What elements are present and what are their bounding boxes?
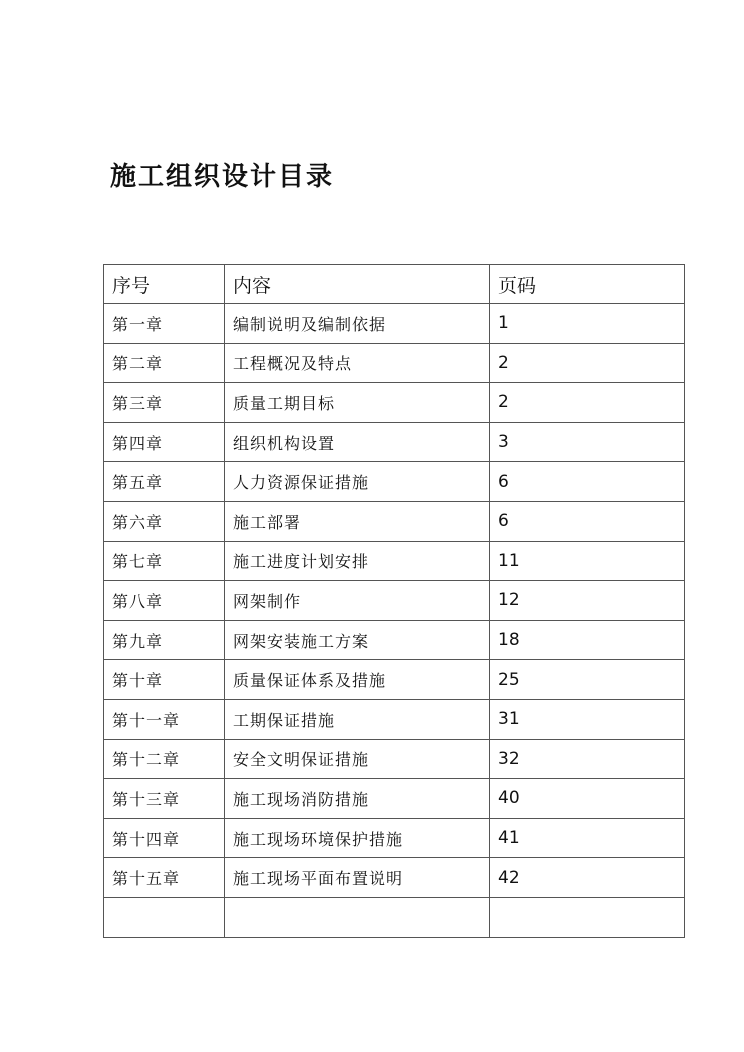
- table-row: [104, 779, 685, 819]
- chapter-cell: 第十一章: [104, 699, 225, 739]
- content-cell: 组织机构设置: [225, 422, 490, 462]
- page-cell: 31: [490, 699, 685, 739]
- content-cell: 网架安装施工方案: [225, 620, 490, 660]
- page-cell: 2: [490, 343, 685, 383]
- content-cell: 人力资源保证措施: [225, 462, 490, 502]
- chapter-cell: 第二章: [104, 343, 225, 383]
- content-cell: 施工现场环境保护措施: [225, 818, 490, 858]
- table-row: [104, 383, 685, 423]
- chapter-cell: 第八章: [104, 581, 225, 621]
- page-cell: 3: [490, 422, 685, 462]
- page-cell: 12: [490, 581, 685, 621]
- page-cell: 41: [490, 818, 685, 858]
- content-cell: 施工现场消防措施: [225, 779, 490, 819]
- table-row: [104, 739, 685, 779]
- header-page: 页码: [490, 265, 685, 304]
- table-row: [104, 818, 685, 858]
- chapter-cell: 第七章: [104, 541, 225, 581]
- chapter-cell: 第十四章: [104, 818, 225, 858]
- content-cell: 质量保证体系及措施: [225, 660, 490, 700]
- table-row-empty: [104, 897, 685, 937]
- page-cell: 42: [490, 858, 685, 898]
- table-row: [104, 304, 685, 344]
- chapter-cell: 第六章: [104, 501, 225, 541]
- content-cell: [225, 897, 490, 937]
- page-cell: 40: [490, 779, 685, 819]
- chapter-cell: 第三章: [104, 383, 225, 423]
- page-cell: 6: [490, 462, 685, 502]
- content-cell: 安全文明保证措施: [225, 739, 490, 779]
- page-cell: 2: [490, 383, 685, 423]
- content-cell: 施工部署: [225, 501, 490, 541]
- page-cell: [490, 897, 685, 937]
- page-cell: 32: [490, 739, 685, 779]
- chapter-cell: [104, 897, 225, 937]
- table-row: [104, 462, 685, 502]
- toc-table: [103, 264, 685, 938]
- table-row: [104, 858, 685, 898]
- content-cell: 施工进度计划安排: [225, 541, 490, 581]
- chapter-cell: 第十二章: [104, 739, 225, 779]
- table-row: [104, 581, 685, 621]
- table-row: [104, 699, 685, 739]
- page-title: 施工组织设计目录: [110, 162, 335, 192]
- chapter-cell: 第五章: [104, 462, 225, 502]
- table-row: [104, 620, 685, 660]
- table-header-row: [104, 265, 685, 304]
- table-row: [104, 501, 685, 541]
- content-cell: 工程概况及特点: [225, 343, 490, 383]
- content-cell: 编制说明及编制依据: [225, 304, 490, 344]
- chapter-cell: 第四章: [104, 422, 225, 462]
- chapter-cell: 第十章: [104, 660, 225, 700]
- table-row: [104, 343, 685, 383]
- table-row: [104, 422, 685, 462]
- chapter-cell: 第一章: [104, 304, 225, 344]
- table-row: [104, 541, 685, 581]
- content-cell: 工期保证措施: [225, 699, 490, 739]
- content-cell: 质量工期目标: [225, 383, 490, 423]
- page-cell: 11: [490, 541, 685, 581]
- page-cell: 18: [490, 620, 685, 660]
- chapter-cell: 第九章: [104, 620, 225, 660]
- header-chapter: 序号: [104, 265, 225, 304]
- content-cell: 网架制作: [225, 581, 490, 621]
- chapter-cell: 第十三章: [104, 779, 225, 819]
- header-content: 内容: [225, 265, 490, 304]
- page-cell: 25: [490, 660, 685, 700]
- table-row: [104, 660, 685, 700]
- page-cell: 1: [490, 304, 685, 344]
- page-cell: 6: [490, 501, 685, 541]
- content-cell: 施工现场平面布置说明: [225, 858, 490, 898]
- chapter-cell: 第十五章: [104, 858, 225, 898]
